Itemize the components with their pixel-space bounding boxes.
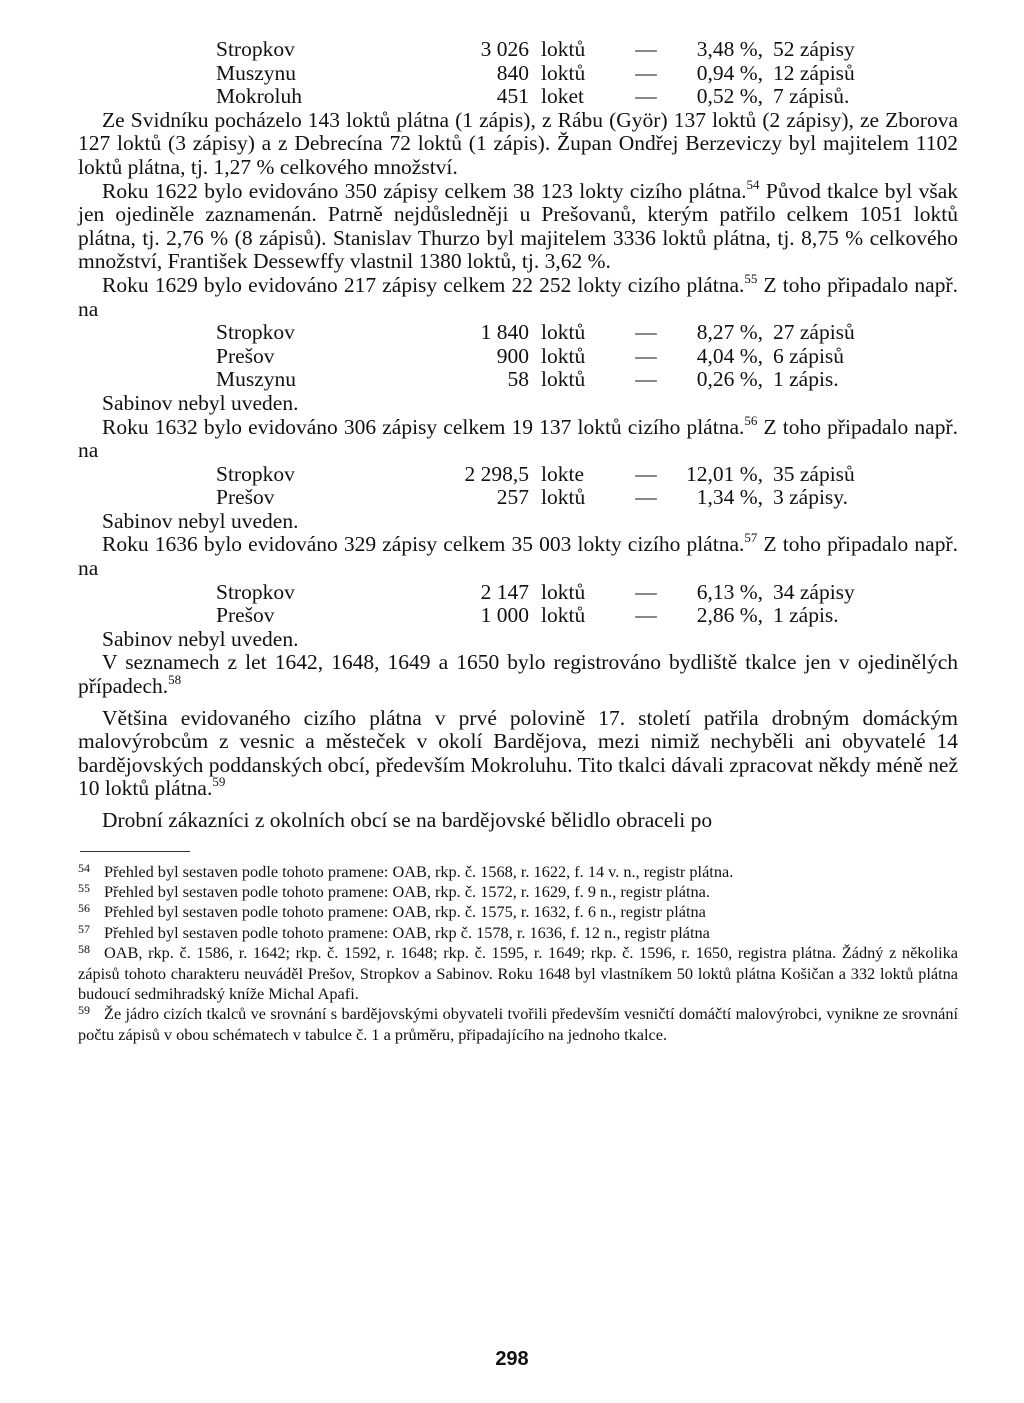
percent: 0,52 %, xyxy=(696,84,763,109)
paragraph-text: V seznamech z let 1642, 1648, 1649 a 1650 bylo registrováno bydliště tkalce jen v ojedinělých případech. xyxy=(78,650,958,699)
amount: 1 000 xyxy=(480,603,529,628)
paragraph xyxy=(78,651,958,698)
count: 52 zápisy xyxy=(773,37,855,61)
footnote-text: Přehled byl sestaven podle tohoto pramene: OAB, rkp. č. 1568, r. 1622, f. 14 v. n., registr plátna. xyxy=(104,861,734,881)
amount: 451 xyxy=(496,84,529,109)
dash: — xyxy=(635,84,657,109)
footnote-ref: 58 xyxy=(168,672,182,688)
footnote: 56 Přehled byl sestaven podle tohoto pramene: OAB, rkp. č. 1575, r. 1632, f. 6 n., registr plátna xyxy=(78,901,706,922)
dash: — xyxy=(635,343,657,368)
unit: loket xyxy=(541,84,584,109)
footnote-text: Že jádro cizích tkalců ve srovnání s bardějovskými obyvateli tvořili především vesničtí domáčtí malovýrobci, vynikne ze srovnání počtu zápisů v obou schématech v tabulce č. 1 a průměru, připadajícího na jednoho tkalce. xyxy=(78,1004,958,1044)
percent: 2,86 %, xyxy=(696,603,763,628)
count: 6 zápisů xyxy=(773,343,845,368)
dash: — xyxy=(635,37,657,61)
count: 34 zápisy xyxy=(773,579,855,604)
paragraph-text: Roku 1629 bylo evidováno 217 zápisy celkem 22 252 lokty cizího plátna. xyxy=(102,272,745,297)
percent: 6,13 %, xyxy=(696,579,763,604)
unit: loktů xyxy=(541,485,586,510)
unit: loktů xyxy=(541,367,586,392)
paragraph-text: Původ tkalce byl však jen ojediněle zaznamenán. Patrně nejdůsledněji u Prešovanů, kterým patřilo celkem 1051 loktů plátna, tj. 2,76 % (8 zápisů). Stanislav Thurzo byl majitelem 3336 loktů plátna, tj. 8,75 % celkového množství, František Dessewffy vlastnil 1380 loktů, tj. 3,62 %. xyxy=(78,178,958,274)
place: Stropkov xyxy=(216,579,295,604)
footnote-text: Přehled byl sestaven podle tohoto pramene: OAB, rkp. č. 1572, r. 1629, f. 9 n., registr plátna. xyxy=(104,882,710,901)
dash: — xyxy=(635,367,657,392)
unit: loktů xyxy=(541,343,586,368)
paragraph: Ze Svidníku pocházelo 143 loktů plátna (1 zápis), z Rábu (Györ) 137 loktů (2 zápisy), ze Zborova 127 loktů (3 zápisy) a z Debrecína 72 loktů (1 zápis). Župan Ondřej Berzeviczy byl majitelem 1102 loktů plátna, tj. 1,27 % celkového množství. xyxy=(78,107,958,179)
paragraph-text: Většina evidovaného cizího plátna v prvé polovině 17. století patřila drobným domáckým malovýrobcům z vesnic a městeček v okolí Bardějova, mezi nimiž nechyběli ani obyvatelé 14 bardějovských poddanských obcí, především Mokroluhu. Tito tkalci dávali zpracovat někdy méně než 10 loktů plátna. xyxy=(78,705,958,801)
paragraph-text: Z toho připadalo např. na xyxy=(78,532,958,581)
place: Mokroluh xyxy=(216,84,302,109)
amount: 2 147 xyxy=(480,579,529,604)
amount: 2 298,5 xyxy=(464,461,529,486)
paragraph: Sabinov nebyl uveden. xyxy=(102,508,299,533)
footnote-ref: 55 xyxy=(744,270,758,286)
footnote: 59 Že jádro cizích tkalců ve srovnání s bardějovskými obyvateli tvořili především vesničtí domáčtí malovýrobci, vynikne ze srovnání počtu zápisů v obou schématech v tabulce č. 1 a průměru, připadajícího na jednoho tkalce. xyxy=(78,1003,958,1044)
footnote-text: OAB, rkp. č. 1586, r. 1642; rkp. č. 1592, r. 1648; rkp. č. 1595, r. 1649; rkp. č. 1596, r. 1650, registra plátna. Žádný z několika zápisů tohoto charakteru neuváděl Prešov, Stropkov a Sabinov. Roku 1648 byl vlastníkem 50 loktů plátna Košičan a 332 loktů plátna budoucí sedmihradský kníže Michal Apafi. xyxy=(78,943,958,1004)
unit: loktů xyxy=(541,579,586,604)
dash: — xyxy=(635,603,657,628)
footnote-ref: 59 xyxy=(212,774,226,790)
page-number: 298 xyxy=(495,1348,529,1370)
paragraph: Sabinov nebyl uveden. xyxy=(102,390,299,415)
percent: 12,01 %, xyxy=(685,461,763,486)
place: Stropkov xyxy=(216,461,295,486)
dash: — xyxy=(635,60,657,85)
unit: loktů xyxy=(541,603,586,628)
document-page xyxy=(78,38,958,1045)
count: 7 zápisů. xyxy=(773,84,850,109)
percent: 8,27 %, xyxy=(696,320,763,345)
percent: 0,94 %, xyxy=(696,60,763,85)
percent: 0,26 %, xyxy=(696,367,763,392)
table-row xyxy=(78,581,958,605)
table-row xyxy=(78,604,958,628)
table-row xyxy=(78,62,958,86)
footnote-separator xyxy=(80,851,190,852)
count: 1 zápis. xyxy=(773,367,839,392)
footnote: 57 Přehled byl sestaven podle tohoto pramene: OAB, rkp č. 1578, r. 1636, f. 12 n., registr plátna xyxy=(78,921,710,942)
amount: 1 840 xyxy=(480,320,529,345)
place: Stropkov xyxy=(216,320,295,345)
dash: — xyxy=(635,320,657,345)
count: 35 zápisů xyxy=(773,461,855,486)
footnote: 58 OAB, rkp. č. 1586, r. 1642; rkp. č. 1592, r. 1648; rkp. č. 1595, r. 1649; rkp. č. 1596, r. 1650, registra plátna. Žádný z několika zápisů tohoto charakteru neuváděl Prešov, Stropkov a Sabinov. Roku 1648 byl vlastníkem 50 loktů plátna Košičan a 332 loktů plátna budoucí sedmihradský kníže Michal Apafi. xyxy=(78,942,958,1004)
footnote: 54 Přehled byl sestaven podle tohoto pramene: OAB, rkp. č. 1568, r. 1622, f. 14 v. n., registr plátna. xyxy=(78,860,734,881)
table-row xyxy=(78,345,958,369)
footnote-ref: 56 xyxy=(744,412,758,428)
dash: — xyxy=(635,485,657,510)
count: 12 zápisů xyxy=(773,60,855,85)
dash: — xyxy=(635,579,657,604)
table-row xyxy=(78,368,958,392)
footnote-text: Přehled byl sestaven podle tohoto pramene: OAB, rkp. č. 1575, r. 1632, f. 6 n., registr plátna xyxy=(104,902,706,922)
paragraph-text: Roku 1636 bylo evidováno 329 zápisy celkem 35 003 lokty cizího plátna. xyxy=(102,532,745,557)
unit: loktů xyxy=(541,60,586,85)
amount: 840 xyxy=(496,60,529,85)
footnote-ref: 57 xyxy=(744,530,758,546)
dash: — xyxy=(635,461,657,486)
table-row xyxy=(78,321,958,345)
footnotes xyxy=(78,862,958,1046)
table-row xyxy=(78,486,958,510)
paragraph xyxy=(78,707,958,801)
table-row xyxy=(78,38,958,62)
paragraph xyxy=(78,530,958,581)
place: Stropkov xyxy=(216,37,295,61)
unit: loktů xyxy=(541,37,586,61)
count: 3 zápisy. xyxy=(773,485,849,510)
count: 27 zápisů xyxy=(773,320,855,345)
amount: 58 xyxy=(507,367,529,392)
footnote-text: Přehled byl sestaven podle tohoto pramene: OAB, rkp č. 1578, r. 1636, f. 12 n., registr plátna xyxy=(104,922,710,942)
paragraph-text: Z toho připadalo např. na xyxy=(78,414,958,463)
table-row xyxy=(78,85,958,109)
footnote-ref: 54 xyxy=(746,176,760,192)
table-row xyxy=(78,463,958,487)
paragraph xyxy=(78,412,958,463)
place: Muszynu xyxy=(216,367,297,392)
main-text xyxy=(78,38,958,833)
paragraph-text: Roku 1632 bylo evidováno 306 zápisy celkem 19 137 loktů cizího plátna. xyxy=(102,414,745,439)
percent: 3,48 %, xyxy=(696,37,763,61)
amount: 257 xyxy=(496,485,529,510)
count: 1 zápis. xyxy=(773,603,839,628)
paragraph: Sabinov nebyl uveden. xyxy=(102,626,299,651)
unit: loktů xyxy=(541,320,586,345)
place: Prešov xyxy=(216,343,275,368)
place: Prešov xyxy=(216,485,275,510)
paragraph xyxy=(78,176,958,274)
paragraph: Drobní zákazníci z okolních obcí se na bardějovské bělidlo obraceli po xyxy=(102,808,713,832)
paragraph-text: Roku 1622 bylo evidováno 350 zápisy celkem 38 123 lokty cizího plátna. xyxy=(102,178,747,203)
percent: 4,04 %, xyxy=(696,343,763,368)
footnote: 55 Přehled byl sestaven podle tohoto pramene: OAB, rkp. č. 1572, r. 1629, f. 9 n., registr plátna. xyxy=(78,881,710,901)
paragraph-text: Z toho připadalo např. na xyxy=(78,272,958,321)
amount: 900 xyxy=(496,343,529,368)
percent: 1,34 %, xyxy=(696,485,763,510)
amount: 3 026 xyxy=(480,37,529,61)
paragraph xyxy=(78,270,958,321)
place: Muszynu xyxy=(216,60,297,85)
place: Prešov xyxy=(216,603,275,628)
unit: lokte xyxy=(541,461,584,486)
